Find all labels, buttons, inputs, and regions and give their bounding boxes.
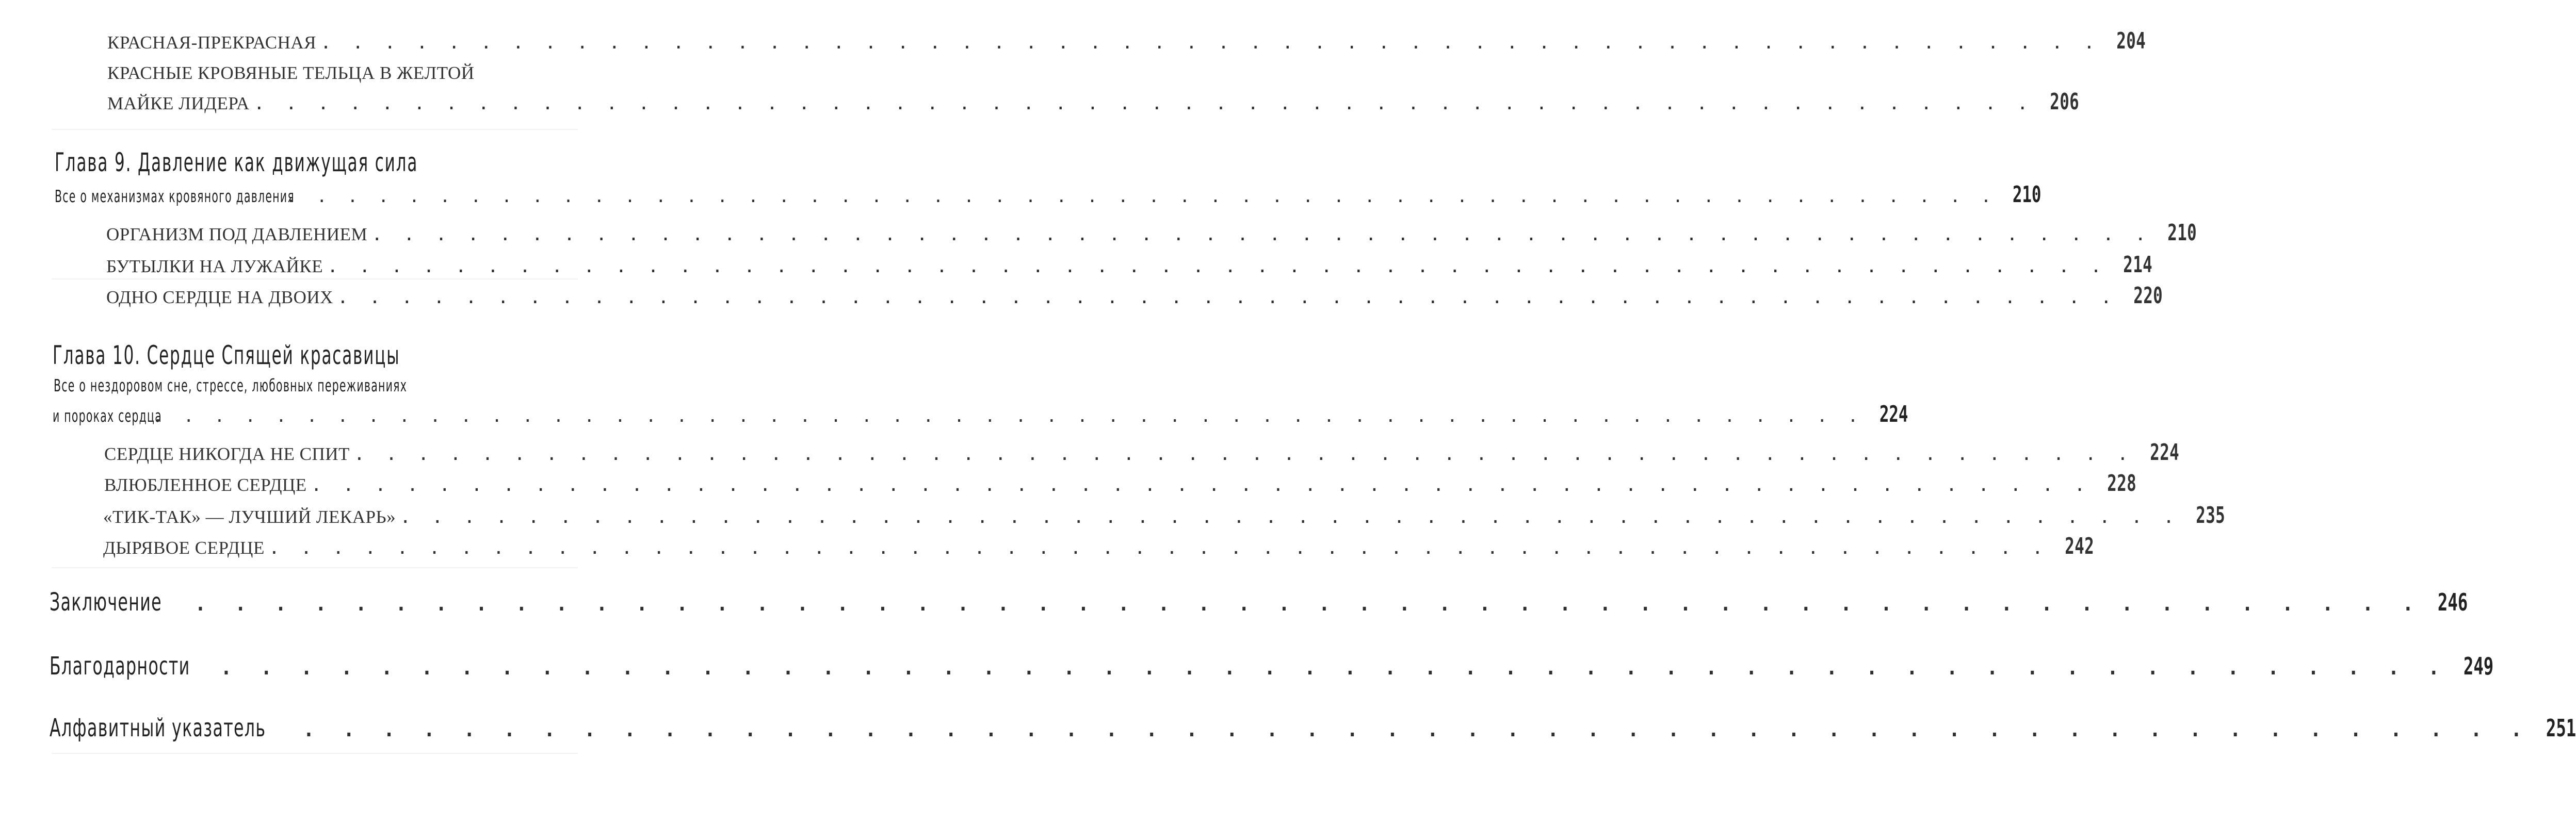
toc-entry-page: 210: [2167, 220, 2197, 246]
toc-entry[interactable]: [106, 283, 2163, 309]
toc-entry[interactable]: [50, 588, 2468, 617]
dot-leader: . . . . . . . . . . . . . . . . . . . . . . . . . . . . . . . . . . . . . . . . . . . . . . . . . . . . . . . .: [193, 588, 2421, 617]
toc-entry[interactable]: [106, 252, 2153, 278]
dot-leader: . . . . . . . . . . . . . . . . . . . . . . . . . . . . . . . . . . . . . . . . . . . . . . . . . . . . . . . .: [371, 224, 2151, 245]
toc-entry[interactable]: [107, 89, 2079, 115]
chapter-description: Все о механизмах кровяного давления: [55, 186, 295, 206]
dot-leader: . . . . . . . . . . . . . . . . . . . . . . . . . . . . . . . . . . . . . . . . . . . . . . . . . . . . . . . .: [320, 32, 2100, 53]
toc-entry[interactable]: [104, 439, 2179, 466]
dot-leader: . . . . . . . . . . . . . . . . . . . . . . . . . . . . . . . . . . . . . . . . . . . . . . . . . . . . . . . .: [311, 475, 2091, 496]
toc-entry-title: МАЙКЕ ЛИДЕРА: [107, 93, 250, 113]
toc-entry-title: «ТИК-ТАК» — ЛУЧШИЙ ЛЕКАРЬ»: [103, 507, 396, 527]
toc-entry-page: 249: [2463, 652, 2493, 680]
dot-leader: . . . . . . . . . . . . . . . . . . . . . . . . . . . . . . . . . . . . . . . . . . . . . . . . . . . . . . . .: [286, 186, 1997, 206]
toc-entry-page: 246: [2437, 588, 2468, 616]
toc-entry-page: 204: [2116, 28, 2146, 54]
chapter-description: и пороках сердца: [53, 406, 162, 426]
toc-entry-title: ДЫРЯВОЕ СЕРДЦЕ: [103, 538, 265, 558]
bleed-through-line: [52, 567, 578, 568]
bleed-through-line: [52, 129, 578, 130]
toc-entry-page: 242: [2065, 533, 2094, 559]
toc-entry-title-line: КРАСНЫЕ КРОВЯНЫЕ ТЕЛЬЦА В ЖЕЛТОЙ: [107, 63, 475, 83]
toc-entry-page: 235: [2196, 502, 2226, 529]
toc-entry-page: 206: [2049, 89, 2079, 115]
toc-entry-title: Благодарности: [50, 652, 190, 681]
dot-leader: . . . . . . . . . . . . . . . . . . . . . . . . . . . . . . . . . . . . . . . . . . . . . . . . . . . . . . . .: [268, 538, 2048, 558]
toc-entry-page: 224: [1880, 401, 1908, 427]
dot-leader: . . . . . . . . . . . . . . . . . . . . . . . . . . . . . . . . . . . . . . . . . . . . . . . . . . . . . . . .: [301, 714, 2529, 742]
dot-leader: . . . . . . . . . . . . . . . . . . . . . . . . . . . . . . . . . . . . . . . . . . . . . . . . . . . . . . . .: [153, 406, 1864, 426]
toc-entry-page: 224: [2150, 439, 2179, 466]
bleed-through-line: [52, 753, 578, 754]
toc-entry-page: 214: [2123, 252, 2153, 278]
toc-entry-title: Алфавитный указатель: [50, 714, 266, 742]
toc-entry[interactable]: [104, 470, 2136, 497]
toc-entry-title: ОРГАНИЗМ ПОД ДАВЛЕНИЕМ: [106, 224, 368, 244]
chapter-description-line: [54, 375, 624, 395]
toc-entry[interactable]: [50, 652, 2493, 681]
dot-leader: . . . . . . . . . . . . . . . . . . . . . . . . . . . . . . . . . . . . . . . . . . . . . . . . . . . . . . . .: [327, 256, 2107, 277]
toc-entry-title: Заключение: [50, 588, 162, 617]
chapter-description: Все о нездоровом сне, стрессе, любовных переживаниях: [54, 375, 408, 395]
toc-entry-title: СЕРДЦЕ НИКОГДА НЕ СПИТ: [104, 444, 350, 464]
toc-entry-title: ВЛЮБЛЕННОЕ СЕРДЦЕ: [104, 475, 307, 495]
chapter-heading[interactable]: Глава 10. Сердце Спящей красавицы: [53, 340, 400, 370]
toc-entry-title: ОДНО СЕРДЦЕ НА ДВОИХ: [106, 287, 333, 307]
dot-leader: . . . . . . . . . . . . . . . . . . . . . . . . . . . . . . . . . . . . . . . . . . . . . . . . . . . . . . . .: [219, 652, 2447, 681]
toc-entry[interactable]: [106, 220, 2197, 246]
dot-leader: . . . . . . . . . . . . . . . . . . . . . . . . . . . . . . . . . . . . . . . . . . . . . . . . . . . . . . . .: [253, 93, 2033, 114]
dot-leader: . . . . . . . . . . . . . . . . . . . . . . . . . . . . . . . . . . . . . . . . . . . . . . . . . . . . . . . .: [353, 444, 2133, 465]
chapter-description-entry[interactable]: [55, 182, 2042, 208]
toc-entry[interactable]: [103, 502, 2226, 529]
toc-entry-page: 251: [2546, 714, 2576, 742]
toc-entry-title: КРАСНАЯ-ПРЕКРАСНАЯ: [107, 32, 316, 53]
dot-leader: . . . . . . . . . . . . . . . . . . . . . . . . . . . . . . . . . . . . . . . . . . . . . . . . . . . . . . . .: [400, 507, 2180, 527]
chapter-heading[interactable]: Глава 9. Давление как движущая сила: [55, 147, 418, 177]
toc-entry-title: БУТЫЛКИ НА ЛУЖАЙКЕ: [106, 256, 323, 276]
toc-entry[interactable]: [107, 28, 2146, 54]
chapter-description-entry[interactable]: [53, 401, 1908, 427]
dot-leader: . . . . . . . . . . . . . . . . . . . . . . . . . . . . . . . . . . . . . . . . . . . . . . . . . . . . . . . .: [337, 287, 2117, 308]
toc-entry[interactable]: [50, 714, 2576, 742]
toc-entry[interactable]: [103, 533, 2094, 559]
toc-entry-page: 220: [2133, 283, 2163, 309]
toc-entry-page: 210: [2013, 182, 2042, 208]
bleed-through-line: [52, 278, 578, 279]
toc-entry-page: 228: [2107, 470, 2136, 497]
